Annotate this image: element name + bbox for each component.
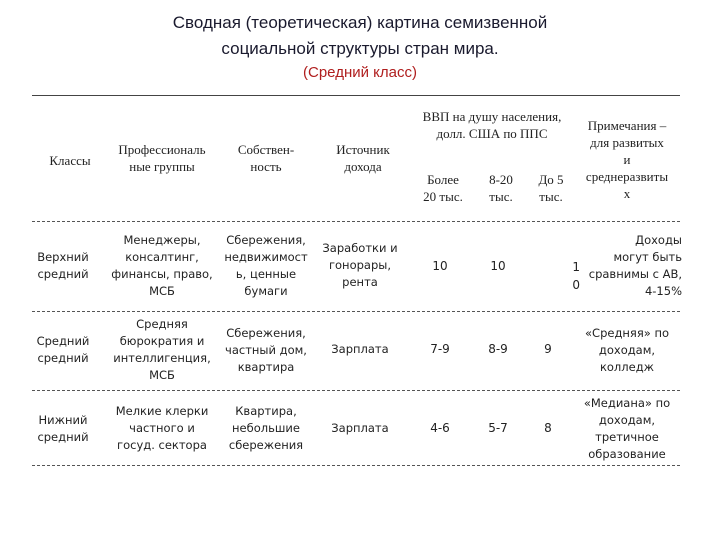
title-line-3: (Средний класс): [303, 64, 417, 81]
row-divider-2: [32, 390, 680, 391]
row-gdp-to-5k: 1 0: [572, 260, 580, 292]
row-gdp-over-20k: 4-6: [430, 421, 450, 435]
title-line-1: Сводная (теоретическая) картина семизвенной: [172, 13, 548, 32]
header-property: Собствен- ность: [237, 142, 295, 174]
row-gdp-over-20k: 10: [432, 259, 448, 273]
header-gdp-to-5k: До 5 тыс.: [538, 172, 564, 204]
row-property: Сбережения, частный дом, квартира: [225, 326, 307, 374]
header-gdp: ВВП на душу населения, долл. США по ППС: [422, 109, 562, 141]
header-professions: Профессиональ ные группы: [118, 142, 206, 174]
row-gdp-to-5k: 8: [544, 421, 552, 435]
row-income: Заработки и гонорары, рента: [322, 241, 398, 289]
row-note: «Медиана» по доходам, третичное образование: [583, 396, 671, 461]
row-professions: Мелкие клерки частного и госуд. сектора: [115, 404, 209, 452]
row-gdp-8-20k: 5-7: [488, 421, 508, 435]
row-gdp-to-5k: 9: [544, 342, 552, 356]
row-note: Доходы могут быть сравнимы с АВ, 4-15%: [588, 233, 682, 298]
table-top-rule: [32, 95, 680, 96]
row-professions: Средняя бюрократия и интеллигенция, МСБ: [113, 317, 211, 382]
row-income: Зарплата: [331, 342, 389, 356]
table-bottom-rule: [32, 465, 680, 466]
row-divider-1: [32, 311, 680, 312]
row-property: Сбережения, недвижимост ь, ценные бумаги: [224, 233, 308, 298]
header-gdp-over-20k: Более 20 тыс.: [423, 172, 463, 204]
row-note: «Средняя» по доходам, колледж: [585, 326, 669, 374]
header-income-source: Источник дохода: [336, 142, 390, 174]
row-class: Средний средний: [36, 334, 90, 365]
row-gdp-8-20k: 10: [490, 259, 506, 273]
row-gdp-8-20k: 8-9: [488, 342, 508, 356]
header-notes: Примечания – для развитых и среднеразвиты х: [585, 118, 669, 201]
row-class: Верхний средний: [37, 250, 89, 281]
row-professions: Менеджеры, консалтинг, финансы, право, МСБ: [111, 233, 213, 298]
header-divider: [32, 221, 680, 222]
row-income: Зарплата: [331, 421, 389, 435]
row-class: Нижний средний: [37, 413, 89, 444]
row-gdp-over-20k: 7-9: [430, 342, 450, 356]
row-property: Квартира, небольшие сбережения: [228, 404, 304, 452]
title-line-2: социальной структуры стран мира.: [221, 39, 499, 58]
header-gdp-8-20k: 8-20 тыс.: [489, 172, 513, 204]
header-classes: Классы: [49, 153, 91, 168]
